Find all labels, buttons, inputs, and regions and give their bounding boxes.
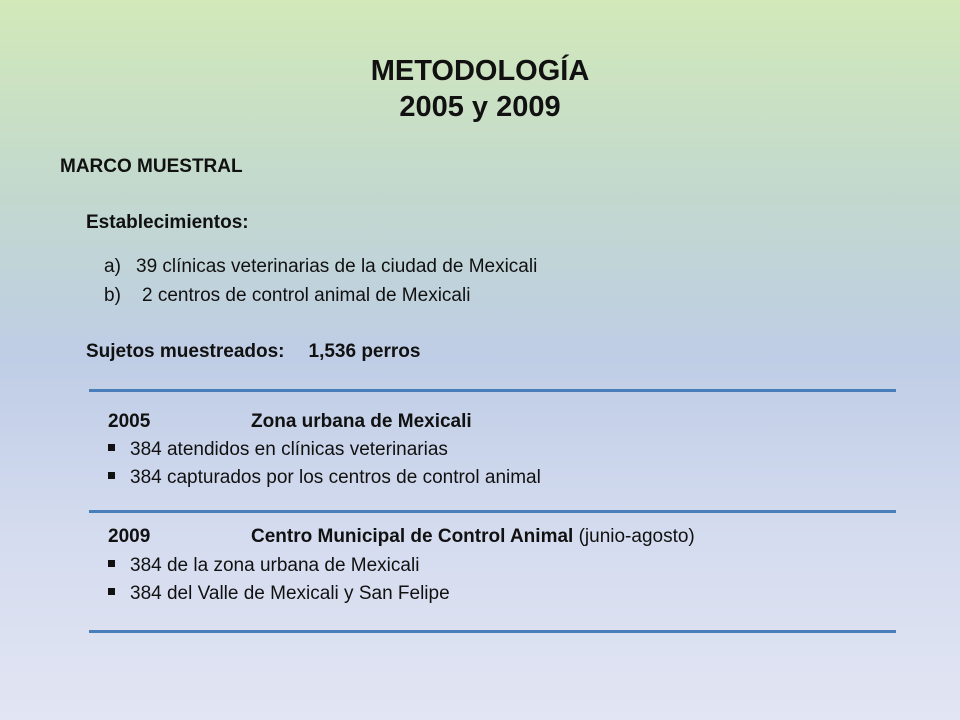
square-bullet-icon — [108, 472, 115, 479]
divider — [89, 389, 896, 392]
bullet-item — [108, 583, 450, 605]
block-year: 2009 — [108, 526, 151, 547]
page-subtitle: 2005 y 2009 — [399, 91, 561, 123]
establecimientos-label: Establecimientos: — [86, 212, 249, 233]
square-bullet-icon — [108, 588, 115, 595]
bullet-text: 384 capturados por los centros de control animal — [130, 467, 541, 488]
square-bullet-icon — [108, 444, 115, 451]
list-item — [104, 255, 537, 279]
page-title: METODOLOGÍA — [370, 55, 590, 87]
block-title: Centro Municipal de Control Animal — [251, 526, 574, 547]
list-marker: a) — [104, 256, 121, 277]
bullet-item — [108, 555, 419, 577]
block-suffix: (junio-agosto) — [573, 526, 695, 547]
sujetos-label: Sujetos muestreados: — [86, 341, 285, 362]
list-marker: b) — [104, 285, 121, 306]
divider — [89, 630, 896, 633]
bullet-text: 384 del Valle de Mexicali y San Felipe — [130, 583, 450, 604]
sujetos-value: 1,536 perros — [308, 341, 421, 362]
section-heading: MARCO MUESTRAL — [60, 156, 243, 177]
bullet-text: 384 de la zona urbana de Mexicali — [130, 555, 420, 576]
divider — [89, 510, 896, 513]
list-item — [104, 284, 470, 308]
sujetos-muestreados — [86, 341, 420, 363]
block-title: Zona urbana de Mexicali — [251, 411, 472, 432]
block-2009-heading — [108, 526, 695, 548]
bullet-item — [108, 439, 448, 461]
square-bullet-icon — [108, 560, 115, 567]
bullet-text: 384 atendidos en clínicas veterinarias — [130, 439, 448, 460]
list-item-text: 39 clínicas veterinarias de la ciudad de Mexicali — [136, 256, 538, 277]
list-item-text: 2 centros de control animal de Mexicali — [142, 285, 471, 306]
block-year: 2005 — [108, 411, 151, 432]
block-2005-heading — [108, 411, 472, 433]
bullet-item — [108, 467, 541, 489]
